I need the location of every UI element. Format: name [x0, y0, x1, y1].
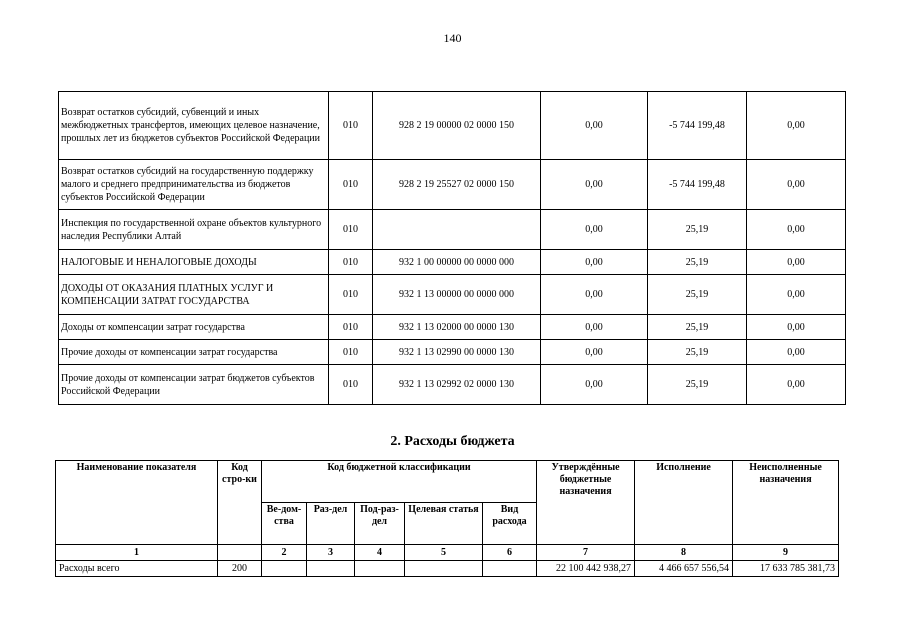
row-approved: 0,00 — [541, 250, 648, 275]
row-unexecuted: 0,00 — [747, 365, 846, 405]
row-line: 010 — [329, 160, 373, 210]
table-row — [59, 275, 846, 315]
row-code: 932 1 13 02000 00 0000 130 — [373, 315, 541, 340]
row-approved: 0,00 — [541, 365, 648, 405]
row-line: 010 — [329, 210, 373, 250]
row-name: Расходы всего — [56, 561, 218, 577]
row-name: Прочие доходы от компенсации затрат бюджетов субъектов Российской Федерации — [59, 365, 329, 405]
table-row — [59, 250, 846, 275]
header-name: Наименование показателя — [56, 461, 218, 545]
table-row — [59, 315, 846, 340]
row-line: 010 — [329, 365, 373, 405]
row-approved: 0,00 — [541, 92, 648, 160]
row-unexecuted: 0,00 — [747, 250, 846, 275]
header-classification: Код бюджетной классификации — [262, 461, 537, 503]
table-row — [59, 210, 846, 250]
row-code: 928 2 19 25527 02 0000 150 — [373, 160, 541, 210]
column-number: 6 — [483, 545, 537, 561]
header-section: Раз-дел — [307, 503, 355, 545]
row-executed: 25,19 — [648, 365, 747, 405]
table-row — [56, 561, 839, 577]
row-executed: -5 744 199,48 — [648, 160, 747, 210]
row-approved: 0,00 — [541, 160, 648, 210]
header-line-code: Код стро-ки — [218, 461, 262, 545]
row-line: 010 — [329, 92, 373, 160]
header-subsection: Под-раз-дел — [355, 503, 405, 545]
column-number: 4 — [355, 545, 405, 561]
row-unexecuted: 0,00 — [747, 275, 846, 315]
row-approved: 0,00 — [541, 275, 648, 315]
row-line: 010 — [329, 250, 373, 275]
row-line: 010 — [329, 315, 373, 340]
table-row — [59, 92, 846, 160]
column-number: 2 — [262, 545, 307, 561]
row-target — [405, 561, 483, 577]
row-executed: 25,19 — [648, 275, 747, 315]
row-approved: 0,00 — [541, 315, 648, 340]
row-executed: -5 744 199,48 — [648, 92, 747, 160]
row-unexecuted: 0,00 — [747, 315, 846, 340]
column-number: 1 — [56, 545, 218, 561]
section-title: 2. Расходы бюджета — [390, 434, 515, 449]
header-expense-type: Вид расхода — [483, 503, 537, 545]
row-line: 200 — [218, 561, 262, 577]
row-dept — [262, 561, 307, 577]
header-executed: Исполнение — [635, 461, 733, 545]
expenses-table-body — [56, 545, 839, 577]
table-row — [59, 365, 846, 405]
row-name: Прочие доходы от компенсации затрат государства — [59, 340, 329, 365]
column-number-row — [56, 545, 839, 561]
row-name: ДОХОДЫ ОТ ОКАЗАНИЯ ПЛАТНЫХ УСЛУГ И КОМПЕНСАЦИИ ЗАТРАТ ГОСУДАРСТВА — [59, 275, 329, 315]
row-code: 932 1 13 02992 02 0000 130 — [373, 365, 541, 405]
row-executed: 4 466 657 556,54 — [635, 561, 733, 577]
row-line: 010 — [329, 275, 373, 315]
row-unexecuted: 0,00 — [747, 210, 846, 250]
column-number: 7 — [537, 545, 635, 561]
row-unexecuted: 0,00 — [747, 340, 846, 365]
row-section — [307, 561, 355, 577]
expenses-table — [55, 460, 839, 577]
row-executed: 25,19 — [648, 210, 747, 250]
row-name: Доходы от компенсации затрат государства — [59, 315, 329, 340]
income-table-body — [59, 92, 846, 405]
row-approved: 0,00 — [541, 340, 648, 365]
row-code — [373, 210, 541, 250]
row-name: НАЛОГОВЫЕ И НЕНАЛОГОВЫЕ ДОХОДЫ — [59, 250, 329, 275]
column-number: 9 — [733, 545, 839, 561]
column-number: 5 — [405, 545, 483, 561]
header-approved: Утверждённые бюджетные назначения — [537, 461, 635, 545]
row-unexecuted: 0,00 — [747, 160, 846, 210]
row-code: 932 1 00 00000 00 0000 000 — [373, 250, 541, 275]
row-code: 928 2 19 00000 02 0000 150 — [373, 92, 541, 160]
row-unexecuted: 0,00 — [747, 92, 846, 160]
column-number: 8 — [635, 545, 733, 561]
column-number: 3 — [307, 545, 355, 561]
row-executed: 25,19 — [648, 315, 747, 340]
row-name: Инспекция по государственной охране объектов культурного наследия Республики Алтай — [59, 210, 329, 250]
row-executed: 25,19 — [648, 250, 747, 275]
row-unexecuted: 17 633 785 381,73 — [733, 561, 839, 577]
header-dept: Ве-дом-ства — [262, 503, 307, 545]
row-name: Возврат остатков субсидий, субвенций и иных межбюджетных трансфертов, имеющих целевое назначение, прошлых лет из бюджетов субъектов Российской Федерации — [59, 92, 329, 160]
row-name: Возврат остатков субсидий на государственную поддержку малого и среднего предпринимательства из бюджетов субъектов Российской Федерации — [59, 160, 329, 210]
row-approved: 22 100 442 938,27 — [537, 561, 635, 577]
page-number: 140 — [443, 31, 462, 45]
row-line: 010 — [329, 340, 373, 365]
column-number — [218, 545, 262, 561]
row-code: 932 1 13 02990 00 0000 130 — [373, 340, 541, 365]
row-code: 932 1 13 00000 00 0000 000 — [373, 275, 541, 315]
row-executed: 25,19 — [648, 340, 747, 365]
table-row — [59, 160, 846, 210]
income-table — [58, 91, 846, 405]
header-unexecuted: Неисполненные назначения — [733, 461, 839, 545]
header-target: Целевая статья — [405, 503, 483, 545]
row-approved: 0,00 — [541, 210, 648, 250]
row-expense-type — [483, 561, 537, 577]
table-row — [59, 340, 846, 365]
row-subsection — [355, 561, 405, 577]
